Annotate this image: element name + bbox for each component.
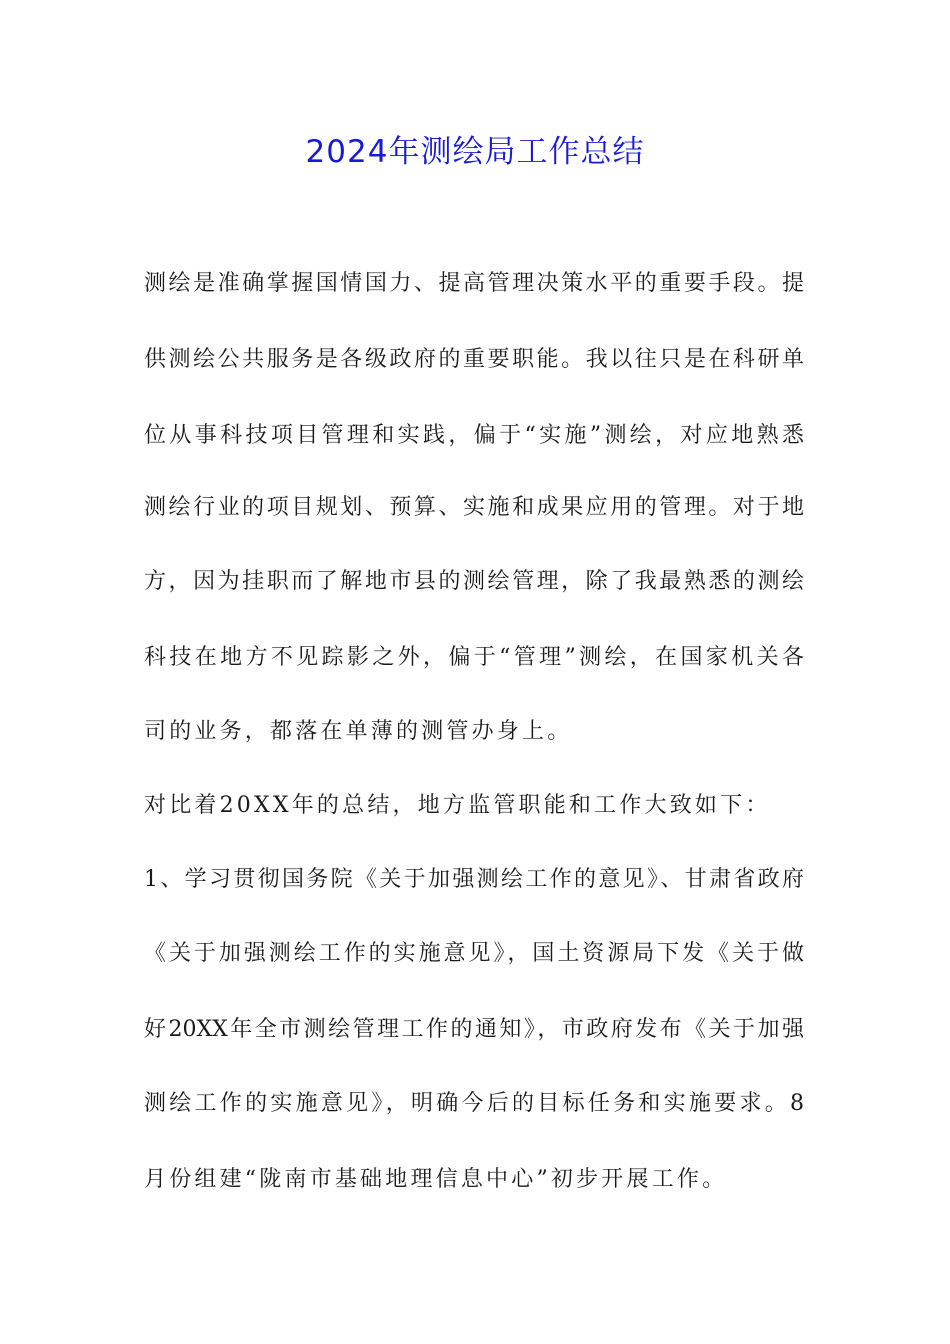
body-line-12: 测绘工作的实施意见》，明确今后的目标任务和实施要求。8: [144, 1091, 804, 1116]
body-line-9: 1、学习贯彻国务院《关于加强测绘工作的意见》、甘肃省政府: [144, 867, 804, 892]
body-line-11: 好20XX年全市测绘管理工作的通知》，市政府发布《关于加强: [144, 1017, 804, 1042]
body-line-8: 对比着20XX年的总结，地方监管职能和工作大致如下：: [144, 793, 771, 818]
body-line-3: 位从事科技项目管理和实践，偏于“实施”测绘，对应地熟悉: [144, 423, 804, 448]
body-line-4: 测绘行业的项目规划、预算、实施和成果应用的管理。对于地: [144, 495, 804, 520]
body-line-2: 供测绘公共服务是各级政府的重要职能。我以往只是在科研单: [144, 347, 804, 372]
body-line-1: 测绘是准确掌握国情国力、提高管理决策水平的重要手段。提: [144, 271, 804, 296]
body-line-7: 司的业务，都落在单薄的测管办身上。: [144, 719, 573, 744]
body-line-5: 方，因为挂职而了解地市县的测绘管理，除了我最熟悉的测绘: [144, 569, 804, 594]
body-line-13: 月份组建“陇南市基础地理信息中心”初步开展工作。: [144, 1167, 728, 1192]
document-title: 2024年测绘局工作总结: [305, 134, 645, 170]
body-line-6: 科技在地方不见踪影之外，偏于“管理”测绘，在国家机关各: [144, 645, 804, 670]
body-line-10: 《关于加强测绘工作的实施意见》，国土资源局下发《关于做: [144, 941, 804, 966]
